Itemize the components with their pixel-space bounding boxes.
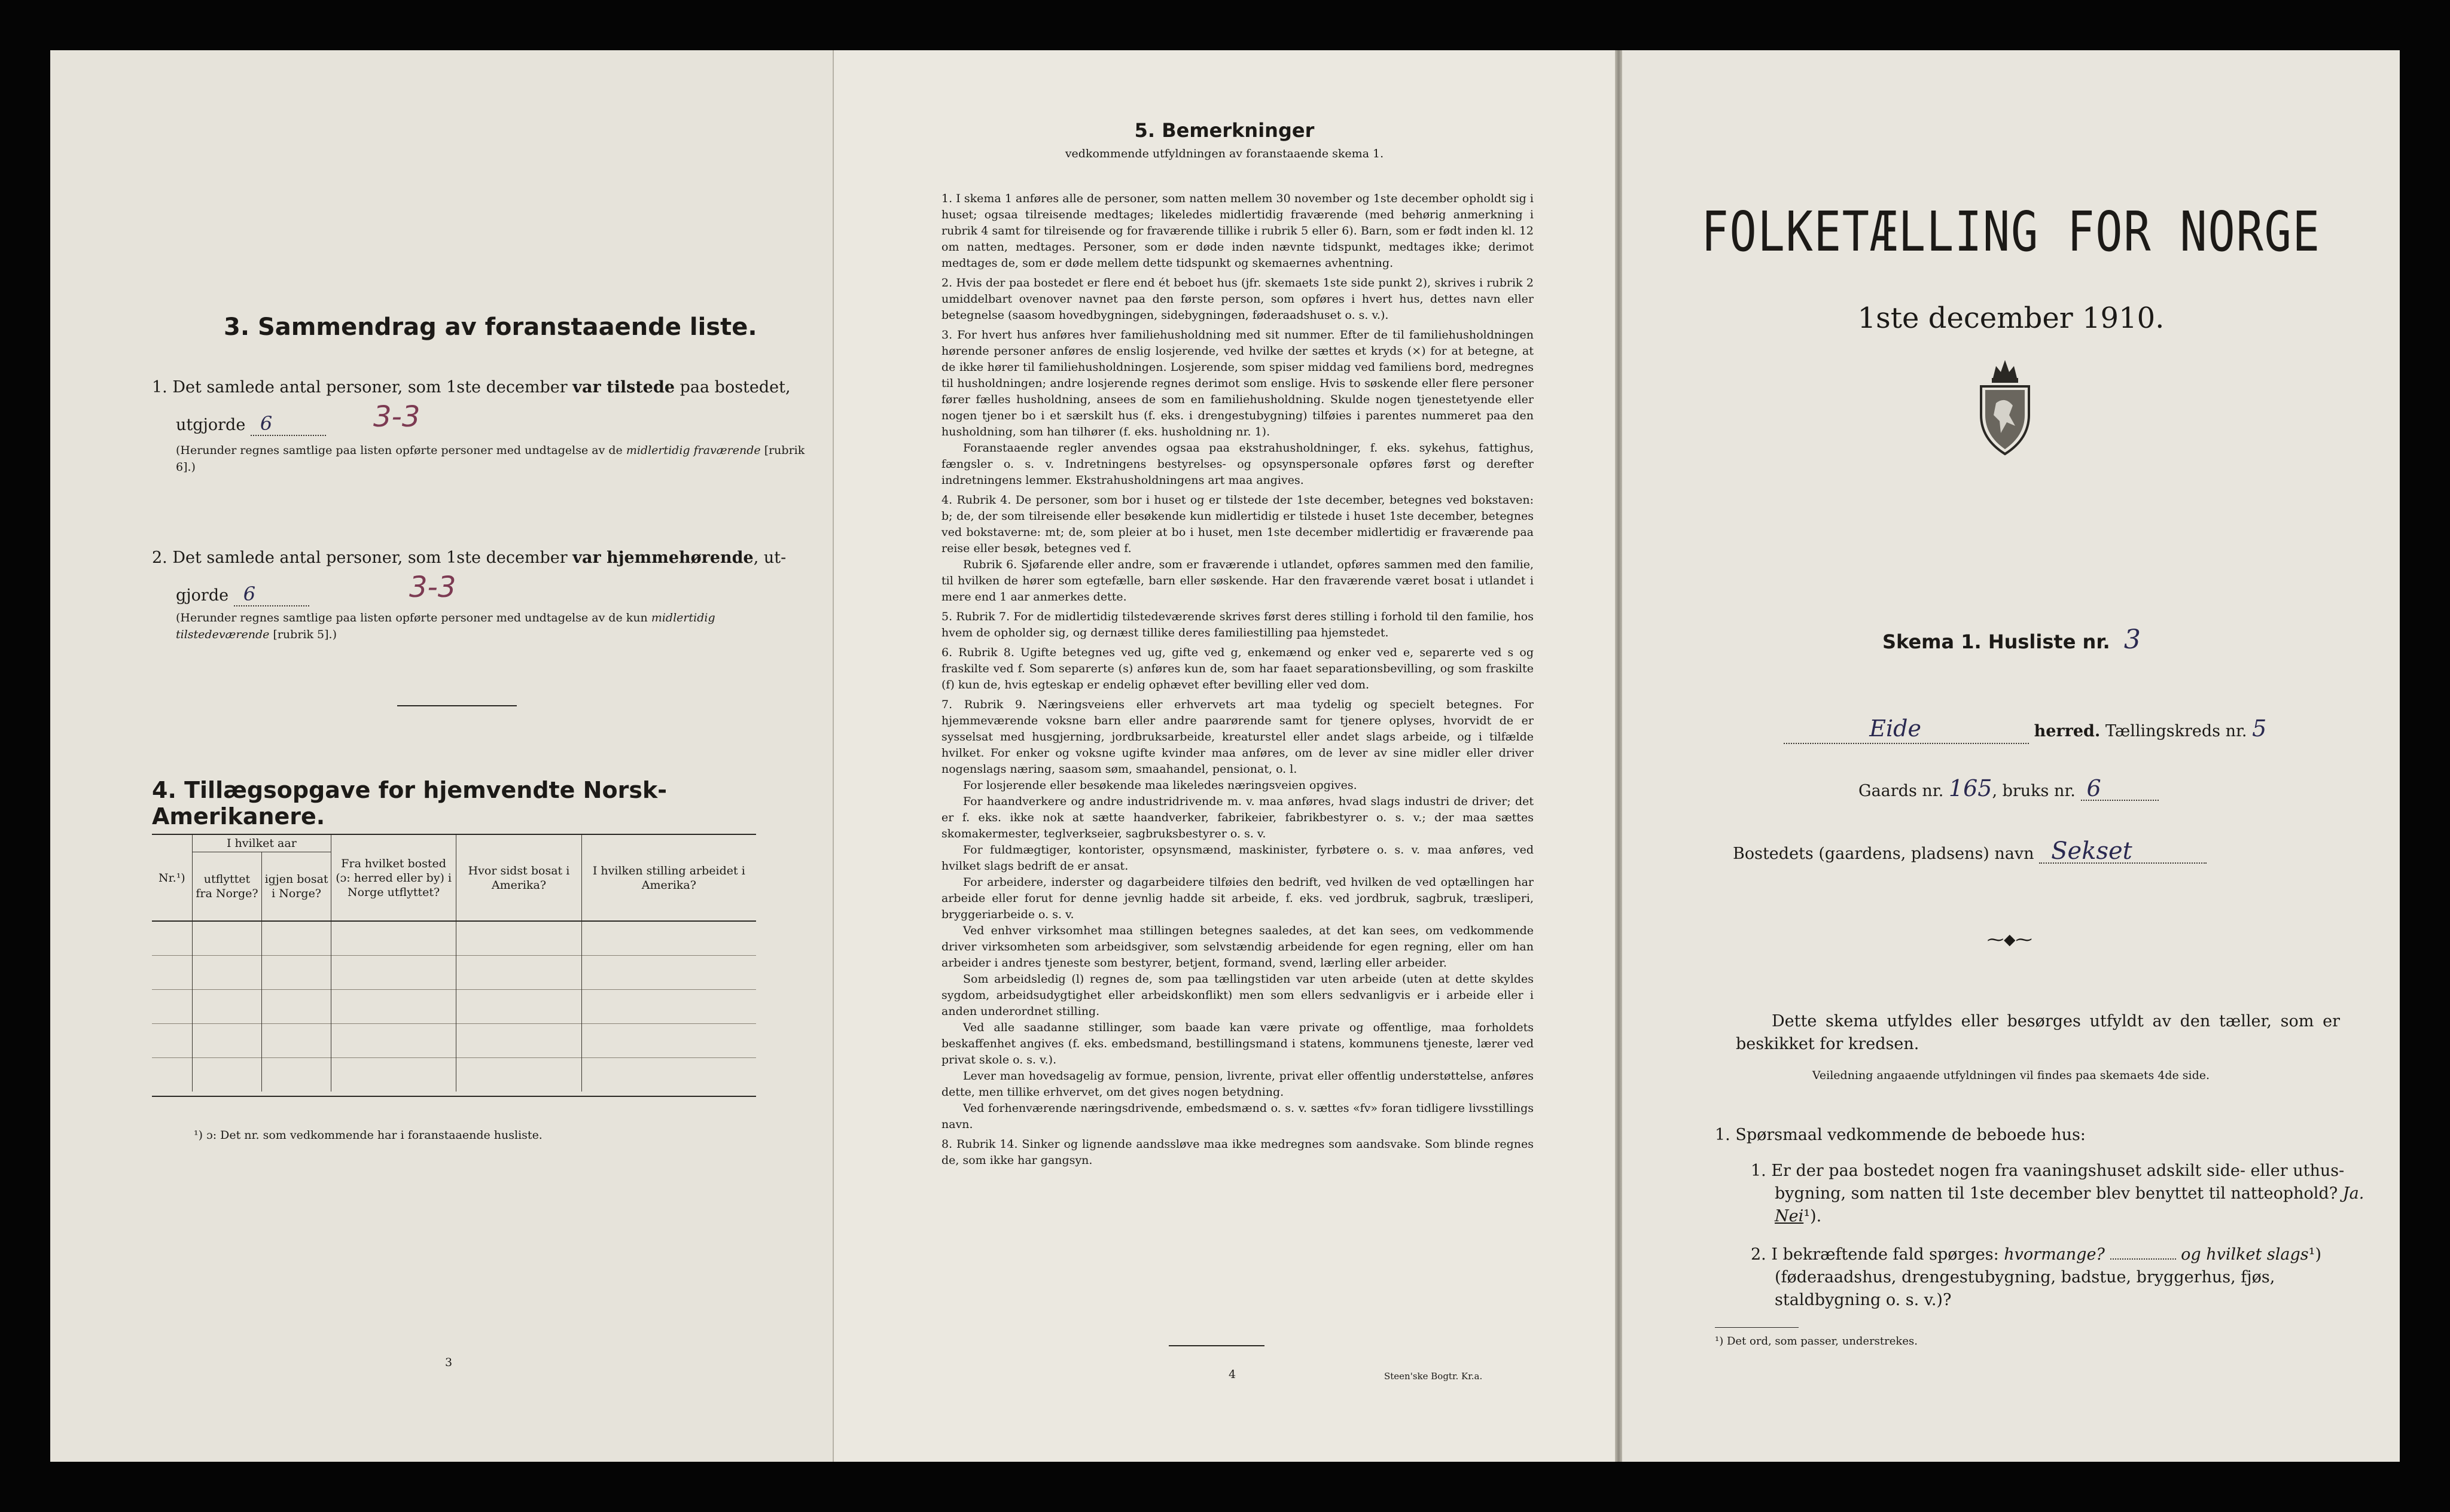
remarks-list: [941, 191, 1534, 1169]
question-2-c: og hvilket slags: [2181, 1245, 2309, 1264]
question-1-sup: ¹).: [1803, 1207, 1822, 1226]
kreds-label: Tællingskreds nr.: [2105, 722, 2247, 740]
remark-7b: For losjerende eller besøkende maa likeledes næringsveien opgives.: [963, 779, 1357, 792]
printer-mark: Steen'ske Bogtr. Kr.a.: [1384, 1371, 1483, 1382]
intro-text: Dette skema utfyldes eller besørges utfyldt av den tæller, som er beskikket for kredsen.: [1736, 1012, 2340, 1053]
col-stilling: I hvilken stilling arbeidet i Amerika?: [581, 835, 756, 921]
bruks-value: 6: [2081, 777, 2159, 801]
footnote-rule: [1715, 1327, 1799, 1328]
question-2: [1751, 1243, 2373, 1312]
utgjorde-label: utgjorde: [176, 416, 246, 434]
census-date: 1ste december 1910.: [1857, 301, 2165, 335]
item-2-note: [176, 609, 810, 643]
remarks-title: 5. Bemerkninger: [1134, 119, 1315, 142]
answer-nei: Nei: [1775, 1207, 1804, 1226]
remarks-subtitle: vedkommende utfyldningen av foranstaaende skema 1.: [1065, 147, 1384, 160]
remark-7f: Ved enhver virksomhet maa stillingen betegnes saaledes, at det kan sees, om vedkommende driver virksomheten som arbeidsgiver, som selvstændig arbeidende for egen regning, eller om han arbeider i andres tjeneste som bestyrer, betjent, formand, svend, lærling eller arbeider.: [941, 924, 1534, 970]
remark-7c: For haandverkere og andre industridrivende m. v. maa anføres, hvad slags industri de driver; det er f. eks. ikke nok at sætte haandverker, fabrikeier, fabrikbestyrer o. s. v.; der maa sættes skomakermester, teglverkseier, sagbruksbestyrer o. s. v.: [941, 795, 1534, 840]
remark-5: 5. Rubrik 7. For de midlertidig tilstedeværende skrives først deres stilling i forhold til den familie, hos hvem de opholder sig, og dernæst tillike deres familiestilling paa hjemstedet.: [941, 610, 1534, 639]
remark-7j: Ved forhenværende næringsdrivende, embedsmænd o. s. v. sættes «fv» foran tidligere livsstillings navn.: [941, 1102, 1534, 1131]
item-1-text-a: 1. Det samlede antal personer, som 1ste december: [152, 378, 568, 397]
item-1-bold: var tilstede: [572, 378, 675, 397]
page-number: 4: [1229, 1368, 1236, 1381]
bosted-value: Sekset: [2039, 840, 2207, 864]
remark-3b: Foranstaaende regler anvendes ogsaa paa ekstrahusholdninger, f. eks. sykehus, fattighus, fængsler o. s. v. Indretningens bestyrelses- og opsynspersonale opføres først og derefter indretningens lemmer. Ekstrahusholdningens art maa angives.: [941, 441, 1534, 487]
question-1: [1751, 1160, 2373, 1228]
page-1-footnote: ¹) Det ord, som passer, understrekes.: [1715, 1335, 1918, 1348]
item-1-note-b: midlertidig fraværende: [626, 444, 761, 457]
item-2-note-a: (Herunder regnes samtlige paa listen opførte personer med undtagelse av de kun: [176, 611, 648, 624]
husliste-nr-value: 3: [2123, 624, 2141, 655]
answer-ja: Ja.: [2342, 1184, 2364, 1203]
remark-3: 3. For hvert hus anføres hver familiehusholdning med sit nummer. Efter de til familiehusholdningen hørende personer anføres de enslig losjerende, ved hvilke der sættes et kryds (×) for at betegne, at de ikke hører til familiehusholdningen. Losjerende, som spiser middag ved familiens bord, medregnes til husholdningen; andre losjerende regnes derimot som enslige. Hvis to søskende eller flere personer fører fælles husholdning, ansees de som en familiehusholdning. Skulde nogen tjenestetyende eller nogen tjener bo i et særskilt hus (f. eks. i drengestubygning) tilføies i parentes nummeret paa den husholdning, som han tilhører (f. eks. husholdning nr. 1).: [941, 328, 1534, 438]
item-2-mark: 3-3: [409, 571, 456, 604]
bosted-line: [1733, 837, 2207, 865]
item-2-value: 6: [234, 583, 309, 606]
remark-7h: Ved alle saadanne stillinger, som baade kan være private og offentlige, maa forholdets beskaffenhet angives (f. eks. embedsmand, bestillingsmand i statens, kommunens tjeneste, lærer ved privat skole o. s. v.).: [941, 1021, 1534, 1066]
item-1-note-c: [rubrik 6].): [176, 444, 805, 474]
item-2-note-c: [rubrik 5].): [273, 628, 337, 641]
page-3: [50, 50, 834, 1462]
col-nr: Nr.¹): [159, 871, 185, 885]
questions-heading: 1. Spørsmaal vedkommende de beboede hus:: [1715, 1126, 2086, 1144]
divider: [1169, 1345, 1264, 1346]
gaards-label: Gaards nr.: [1858, 782, 1944, 800]
table-footnote: ¹) ɔ: Det nr. som vedkommende har i foranstaaende husliste.: [194, 1129, 543, 1142]
herred-value: Eide: [1869, 715, 1921, 742]
remark-7i: Lever man hovedsagelig av formue, pension, livrente, privat eller offentlig understøttelse, anføres dette, men tillike erhvervet, om det gives nogen betydning.: [941, 1069, 1534, 1099]
item-2-bold: var hjemmehørende: [572, 548, 754, 567]
ornament-icon: ⁓⬥⁓: [1987, 929, 2032, 949]
remark-2: 2. Hvis der paa bostedet er flere end ét beboet hus (jfr. skemaets 1ste side punkt 2), skrives i rubrik 2 umiddelbart ovenover navnet paa den første person, som opføres i hvert hus, dettes navn eller betegnelse (saasom hovedbygningen, sidebygningen, føderaadshuset o. s. v.).: [941, 276, 1534, 322]
item-1-value: 6: [251, 412, 326, 436]
item-2-text: [152, 547, 810, 569]
col-year-group: I hvilket aar: [192, 835, 331, 852]
norsk-amerikanere-table: [152, 835, 756, 1092]
schema-label-text: Skema 1. Husliste nr.: [1882, 630, 2110, 653]
remark-7e: For arbeidere, inderster og dagarbeidere tilføies den bedrift, ved hvilken de ved optællingen har arbeide eller forut for denne jevnlig hadde sit arbeide, f. eks. ved jordbruk, sagbruk, træsliperi, bryggeriarbeide o. s. v.: [941, 876, 1534, 921]
section-4-title: 4. Tillægsopgave for hjemvendte Norsk-Amerikanere.: [152, 777, 667, 830]
bosted-label: Bostedets (gaardens, pladsens) navn: [1733, 845, 2034, 863]
question-2-a: 2. I bekræftende fald spørges:: [1751, 1245, 1999, 1264]
kreds-value: 5: [2252, 715, 2267, 742]
page-4: [834, 50, 1615, 1462]
item-1-text-b: paa bostedet,: [679, 378, 791, 397]
gjorde-label: gjorde: [176, 586, 229, 605]
remark-7: 7. Rubrik 9. Næringsveiens eller erhvervets art maa tydelig og specielt betegnes. For hjemmeværende voksne barn eller andre paarørende samt for tjenere oplyses, hvorvidt de er sysselsat med husgjerning, jordbruksarbeide, kreaturstel eller andet slags arbeide, og i tilfælde hvilket. For enker og voksne ugifte kvinder maa anføres, om de lever av sine midler eller driver nogenslags næring, saasom søm, smaahandel, pensionat, o. l.: [941, 698, 1534, 776]
item-2-text-b: , ut-: [753, 548, 787, 567]
question-2-d: ¹) (føderaadshus, drengestubygning, badstue, bryggerhus, fjøs, staldbygning o. s. v.)?: [1775, 1245, 2321, 1309]
remark-7g: Som arbeidsledig (l) regnes de, som paa tællingstiden var uten arbeide (uten at dette skyldes sygdom, arbeidsudygtighet eller arbeidskonflikt) men som ellers sedvanligvis er i arbeide eller i anden underordnet stilling.: [941, 973, 1534, 1018]
herred-line: [1784, 717, 2382, 744]
remark-8: 8. Rubrik 14. Sinker og lignende aandssløve maa ikke medregnes som aandsvake. Som blinde regnes de, som ikke har gangsyn.: [941, 1138, 1534, 1167]
remark-4b: Rubrik 6. Sjøfarende eller andre, som er fraværende i utlandet, opføres sammen med den familie, til hvilken de hører som egtefælle, barn eller søskende. Har den fraværende været bosat i utlandet i mere end 1 aar anmerkes dette.: [941, 558, 1534, 603]
page-number: 3: [445, 1356, 453, 1369]
item-1-text: [152, 376, 810, 399]
item-2-utgjorde: [176, 583, 309, 607]
item-1-note-a: (Herunder regnes samtlige paa listen opførte personer med undtagelse av de: [176, 444, 623, 457]
item-1-utgjorde: [176, 412, 326, 437]
census-title: FOLKETÆLLING FOR NORGE: [1701, 200, 2321, 264]
question-2-b: hvormange?: [2004, 1245, 2105, 1264]
remark-6: 6. Rubrik 8. Ugifte betegnes ved ug, gifte ved g, enkemænd og enker ved e, separerte ved s og fraskilte ved f. Som separerte (s) anføres kun de, som har faaet separationsbevilling, og som fraskilte (f) kun de, hvis egteskap er endelig ophævet efter bevilling eller ved dom.: [941, 646, 1534, 691]
col-igjen: igjen bosat i Norge?: [262, 852, 331, 922]
remark-7d: For fuldmægtiger, kontorister, opsynsmænd, maskinister, fyrbøtere o. s. v. maa anføres, ved hvilket slags bedrift de er ansat.: [941, 843, 1534, 873]
col-utflyttet: utflyttet fra Norge?: [192, 852, 261, 922]
remark-4: 4. Rubrik 4. De personer, som bor i huset og er tilstede der 1ste december, betegnes ved bokstaven: b; de, der som tilreisende eller besøkende kun midlertidig er tilstede i huset 1ste december, betegnes ved bokstaverne: mt; de, som pleier at bo i huset, men 1ste december midlertidig er fraværende paa reise eller besøk, betegnes ved f.: [941, 493, 1534, 555]
item-2-note-b: midlertidig tilstedeværende: [176, 611, 715, 641]
schema-label: [1882, 624, 2141, 655]
question-1-text: 1. Er der paa bostedet nogen fra vaaningshuset adskilt side- eller uthus-bygning, som natten til 1ste december blev benyttet til natteophold?: [1751, 1162, 2345, 1203]
herred-label: herred.: [2034, 722, 2101, 740]
divider: [397, 705, 517, 706]
gaards-value: 165: [1948, 775, 1992, 801]
item-1-note: [176, 442, 810, 475]
section-3-title: 3. Sammendrag av foranstaaende liste.: [224, 313, 757, 341]
item-2-text-a: 2. Det samlede antal personer, som 1ste december: [152, 548, 568, 567]
page-1: [1622, 50, 2400, 1462]
veiledning-text: Veiledning angaaende utfyldningen vil findes paa skemaets 4de side.: [1812, 1069, 2210, 1082]
coat-of-arms-icon: [1972, 355, 2038, 457]
gaards-line: [1858, 777, 2159, 803]
table-bottom-rule: [152, 1096, 756, 1097]
item-1-mark: 3-3: [373, 400, 420, 434]
col-sidst: Hvor sidst bosat i Amerika?: [456, 835, 581, 921]
fold-right: [1615, 50, 1622, 1462]
remark-1: 1. I skema 1 anføres alle de personer, som natten mellem 30 november og 1ste december opholdt sig i huset; ogsaa tilreisende medtages; likeledes midlertidig fraværende (med behørig anmerkning i rubrik 4 samt for tilreisende og for fraværende tillike i rubrik 5 eller 6). Barn, som er født inden kl. 12 om natten, medtages. Personer, som er døde inden nævnte tidspunkt, medtages ikke; derimot medtages de, som er døde mellem dette tidspunkt og skemaernes avhentning.: [941, 192, 1534, 270]
bruks-label: , bruks nr.: [1992, 782, 2076, 800]
col-fra: Fra hvilket bosted (ɔ: herred eller by) i Norge utflyttet?: [331, 835, 456, 921]
